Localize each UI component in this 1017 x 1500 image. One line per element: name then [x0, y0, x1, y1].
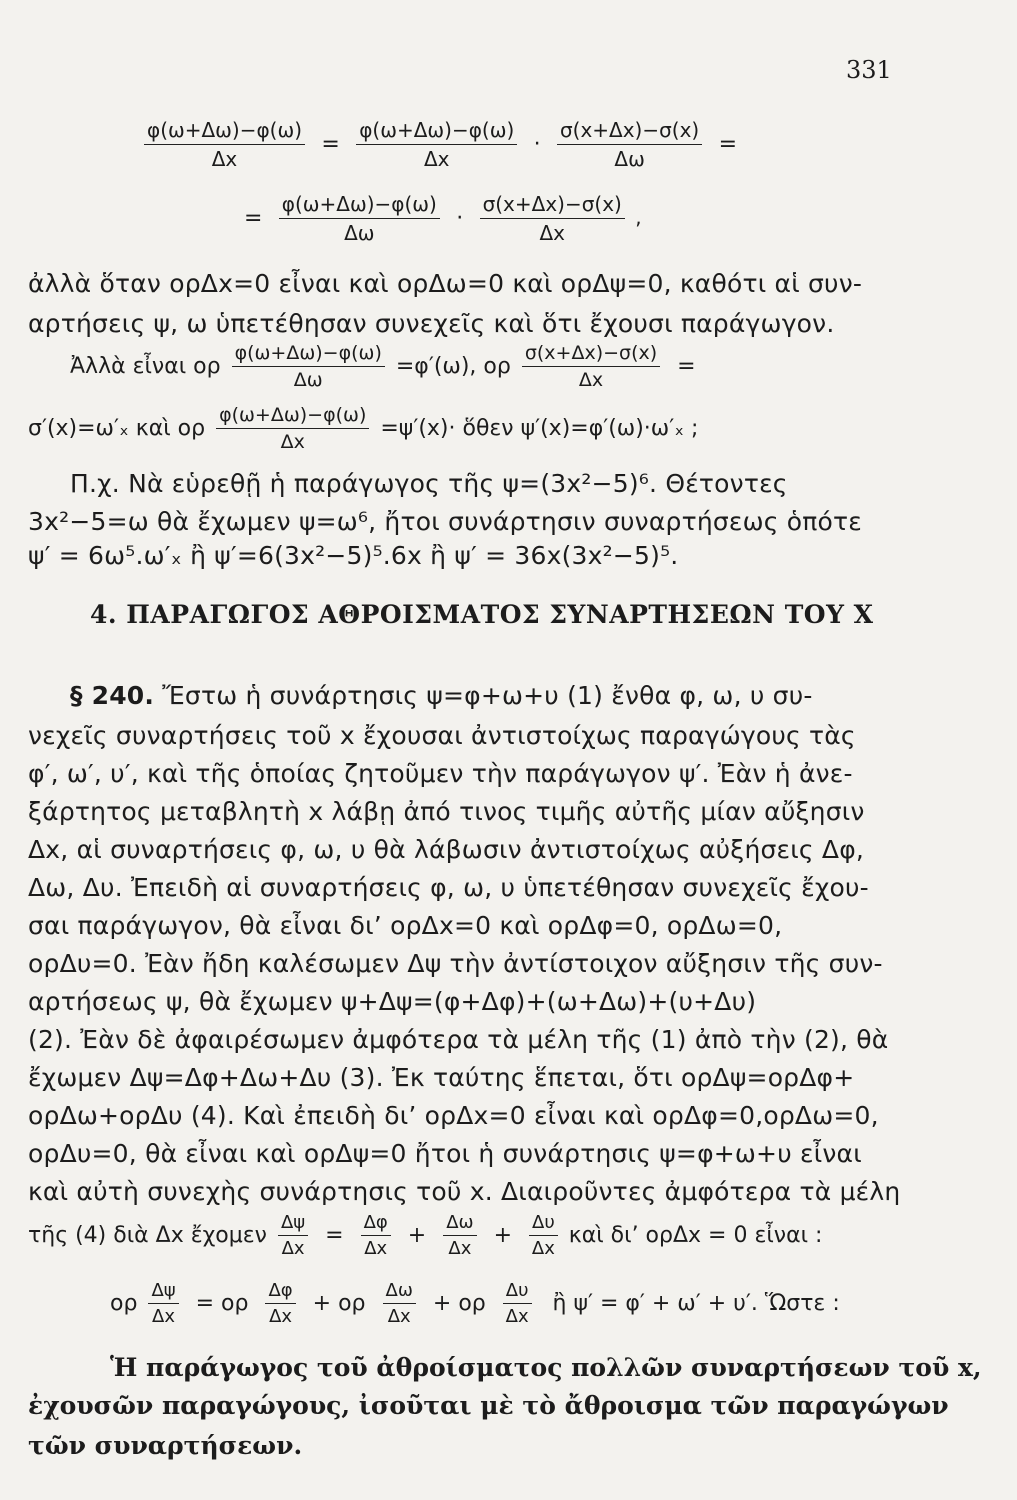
equation-5: τῆς (4) διὰ Δx ἔχομεν $\frac{\Delta\psi}{\Delta x}$ = $\frac{\Delta\varphi}{\Delta x}$ + $\frac{\Delta\omega}{\Delta x}$ + $\frac{\Delta\upsilon}{\Delta x}$ καὶ δι’ ορΔx = 0 εἶναι :: [28, 1212, 823, 1259]
example-line: ψ′ = 6ω⁵.ω′ₓ ἢ ψ′=6(3x²−5)⁵.6x ἢ ψ′ = 36x(3x²−5)⁵.: [28, 541, 679, 570]
conclusion-line: Ἡ παράγωγος τοῦ ἀθροίσματος πολλῶν συναρτήσεων τοῦ x,: [110, 1353, 982, 1382]
fraction: $\frac{\Delta\omega}{\Delta x}$: [443, 1212, 476, 1259]
fraction: $\frac{\Delta\varphi}{\Delta x}$: [265, 1280, 295, 1327]
equation-6: ορ $\frac{\Delta\psi}{\Delta x}$ = ορ $\frac{\Delta\varphi}{\Delta x}$ + ορ $\frac{\Delta\omega}{\Delta x}$ + ορ $\frac{\Delta\upsilon}{\Delta x}$ ἢ ψ′ = φ′ + ω′ + υ′. Ὥστε :: [110, 1280, 840, 1327]
equation-3: Ἀλλὰ εἶναι ορ $\frac{\varphi(\omega+\Delta\omega)-\varphi(\omega)}{\Delta\omega}$ =φ′(ω), ορ $\frac{\sigma(x+\Delta x)-\sigma(x)}{\Delta x}$ =: [70, 342, 696, 391]
fraction: $\frac{\sigma(x+\Delta x)-\sigma(x)}{\Delta x}$: [522, 342, 660, 391]
section-heading: 4. ΠΑΡΑΓΩΓΟΣ ΑΘΡΟΙΣΜΑΤΟΣ ΣΥΝΑΡΤΗΣΕΩΝ ΤΟΥ Χ: [90, 600, 874, 629]
conclusion-line: τῶν συναρτήσεων.: [28, 1431, 303, 1460]
body-line: καὶ αὐτὴ συνεχὴς συνάρτησις τοῦ x. Διαιροῦντες ἀμφότερα τὰ μέλη: [28, 1177, 901, 1206]
body-line: ἔχωμεν Δψ=Δφ+Δω+Δυ (3). Ἐκ ταύτης ἕπεται, ὅτι ορΔψ=ορΔφ+: [28, 1063, 855, 1092]
page-number: 331: [846, 56, 892, 84]
fraction: $\frac{\Delta\varphi}{\Delta x}$: [361, 1212, 391, 1259]
fraction: $\frac{\varphi(\omega+\Delta\omega)-\varphi(\omega)}{\Delta x}$: [356, 118, 517, 171]
example-line: Π.χ. Νὰ εὑρεθῇ ἡ παράγωγος τῆς ψ=(3x²−5)⁶. Θέτοντες: [70, 469, 788, 498]
fraction: $\frac{\Delta\psi}{\Delta x}$: [278, 1212, 308, 1259]
fraction: $\frac{\sigma(x+\Delta x)-\sigma(x)}{\Delta x}$: [480, 192, 625, 245]
conclusion-line: ἐχουσῶν παραγώγους, ἰσοῦται μὲ τὸ ἄθροισμα τῶν παραγώγων: [28, 1391, 949, 1420]
body-line: νεχεῖς συναρτήσεις τοῦ x ἔχουσαι ἀντιστοίχως παραγώγους τὰς: [28, 721, 856, 750]
fraction: $\frac{\varphi(\omega+\Delta\omega)-\varphi(\omega)}{\Delta\omega}$: [232, 342, 385, 391]
body-line: φ′, ω′, υ′, καὶ τῆς ὁποίας ζητοῦμεν τὴν παράγωγον ψ′. Ἐὰν ἡ ἀνε-: [28, 759, 853, 788]
fraction: $\frac{\varphi(\omega+\Delta\omega)-\varphi(\omega)}{\Delta x}$: [144, 118, 305, 171]
text-line: αρτήσεις ψ, ω ὑπετέθησαν συνεχεῖς καὶ ὅτι ἔχουσι παράγωγον.: [28, 309, 835, 338]
body-line: αρτήσεως ψ, θὰ ἔχωμεν ψ+Δψ=(φ+Δφ)+(ω+Δω)+(υ+Δυ): [28, 987, 757, 1016]
body-line: σαι παράγωγον, θὰ εἶναι δι’ ορΔx=0 καὶ ορΔφ=0, ορΔω=0,: [28, 911, 783, 940]
body-line: ορΔω+ορΔυ (4). Καὶ ἐπειδὴ δι’ ορΔx=0 εἶναι καὶ ορΔφ=0,ορΔω=0,: [28, 1101, 879, 1130]
text-line: ἀλλὰ ὅταν ορΔx=0 εἶναι καὶ ορΔω=0 καὶ ορΔψ=0, καθότι αἱ συν-: [28, 269, 863, 298]
equation-4: σ′(x)=ω′ₓ καὶ ορ $\frac{\varphi(\omega+\Delta\omega)-\varphi(\omega)}{\Delta x}$ =ψ′(x)· ὅθεν ψ′(x)=φ′(ω)·ω′ₓ ;: [28, 404, 699, 453]
fraction: $\frac{\Delta\upsilon}{\Delta x}$: [503, 1280, 532, 1327]
body-line: ορΔυ=0, θὰ εἶναι καὶ ορΔψ=0 ἤτοι ἡ συνάρτησις ψ=φ+ω+υ εἶναι: [28, 1139, 862, 1168]
equation-2: = $\frac{\varphi(\omega+\Delta\omega)-\varphi(\omega)}{\Delta\omega}$ · $\frac{\sigma(x+\Delta x)-\sigma(x)}{\Delta x}$ ,: [244, 192, 642, 245]
body-line: ξάρτητος μεταβλητὴ x λάβῃ ἀπό τινος τιμῆς αὐτῆς μίαν αὔξησιν: [28, 797, 865, 826]
fraction: $\frac{\sigma(x+\Delta x)-\sigma(x)}{\Delta\omega}$: [557, 118, 702, 171]
body-line: Δx, αἱ συναρτήσεις φ, ω, υ θὰ λάβωσιν ἀντιστοίχως αὐξήσεις Δφ,: [28, 835, 865, 864]
body-line: § 240. Ἔστω ἡ συνάρτησις ψ=φ+ω+υ (1) ἔνθα φ, ω, υ συ-: [70, 681, 813, 710]
body-line: (2). Ἐὰν δὲ ἀφαιρέσωμεν ἀμφότερα τὰ μέλη τῆς (1) ἀπὸ τὴν (2), θὰ: [28, 1025, 889, 1054]
example-line: 3x²−5=ω θὰ ἔχωμεν ψ=ω⁶, ἤτοι συνάρτησιν συναρτήσεως ὁπότε: [28, 507, 863, 536]
fraction: $\frac{\varphi(\omega+\Delta\omega)-\varphi(\omega)}{\Delta\omega}$: [279, 192, 440, 245]
equation-1: $\frac{\varphi(\omega+\Delta\omega)-\varphi(\omega)}{\Delta x}$ = $\frac{\varphi(\omega+\Delta\omega)-\varphi(\omega)}{\Delta x}$ · $\frac{\sigma(x+\Delta x)-\sigma(x)}{\Delta\omega}$ =: [140, 118, 743, 171]
section-number: § 240.: [70, 681, 155, 710]
fraction: $\frac{\Delta\omega}{\Delta x}$: [383, 1280, 416, 1327]
fraction: $\frac{\Delta\upsilon}{\Delta x}$: [529, 1212, 558, 1259]
body-line: Δω, Δυ. Ἐπειδὴ αἱ συναρτήσεις φ, ω, υ ὑπετέθησαν συνεχεῖς ἔχου-: [28, 873, 869, 902]
body-line: ορΔυ=0. Ἐὰν ἤδη καλέσωμεν Δψ τὴν ἀντίστοιχον αὔξησιν τῆς συν-: [28, 949, 883, 978]
fraction: $\frac{\Delta\psi}{\Delta x}$: [148, 1280, 178, 1327]
fraction: $\frac{\varphi(\omega+\Delta\omega)-\varphi(\omega)}{\Delta x}$: [216, 404, 369, 453]
